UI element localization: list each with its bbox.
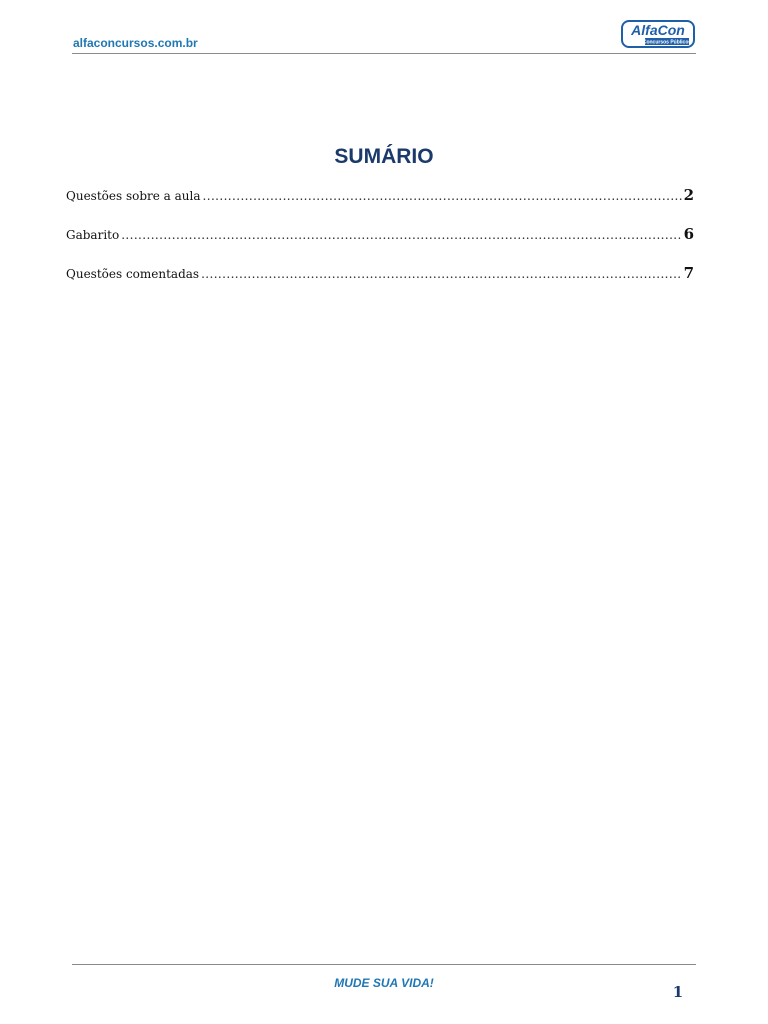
page-title: SUMÁRIO <box>334 145 434 168</box>
toc-entry-page: 6 <box>683 225 694 243</box>
toc-entry-page: 2 <box>683 186 694 204</box>
header-divider <box>72 53 696 54</box>
alfacon-logo <box>621 20 695 48</box>
toc-entry-label: Gabarito <box>66 228 120 242</box>
logo-subtext: Concursos Públicos <box>642 39 692 46</box>
toc-entry-label: Questões comentadas <box>66 267 200 281</box>
toc-dot-leader <box>201 267 681 281</box>
footer-divider <box>72 964 696 965</box>
toc-entry-label: Questões sobre a aula <box>66 189 201 203</box>
toc-dot-leader <box>203 189 682 203</box>
toc-entry-gabarito[interactable] <box>66 225 694 264</box>
toc-entry-questoes-comentadas[interactable] <box>66 264 694 303</box>
footer-slogan: MUDE SUA VIDA! <box>334 976 434 990</box>
site-url-link[interactable]: alfaconcursos.com.br <box>73 36 198 50</box>
toc-entry-questoes-sobre-a-aula[interactable] <box>66 186 694 225</box>
toc-dot-leader <box>121 228 681 242</box>
page-number: 1 <box>672 983 684 1001</box>
logo-text: AlfaCon <box>631 22 685 38</box>
toc-entry-page: 7 <box>683 264 694 282</box>
table-of-contents <box>66 186 694 303</box>
